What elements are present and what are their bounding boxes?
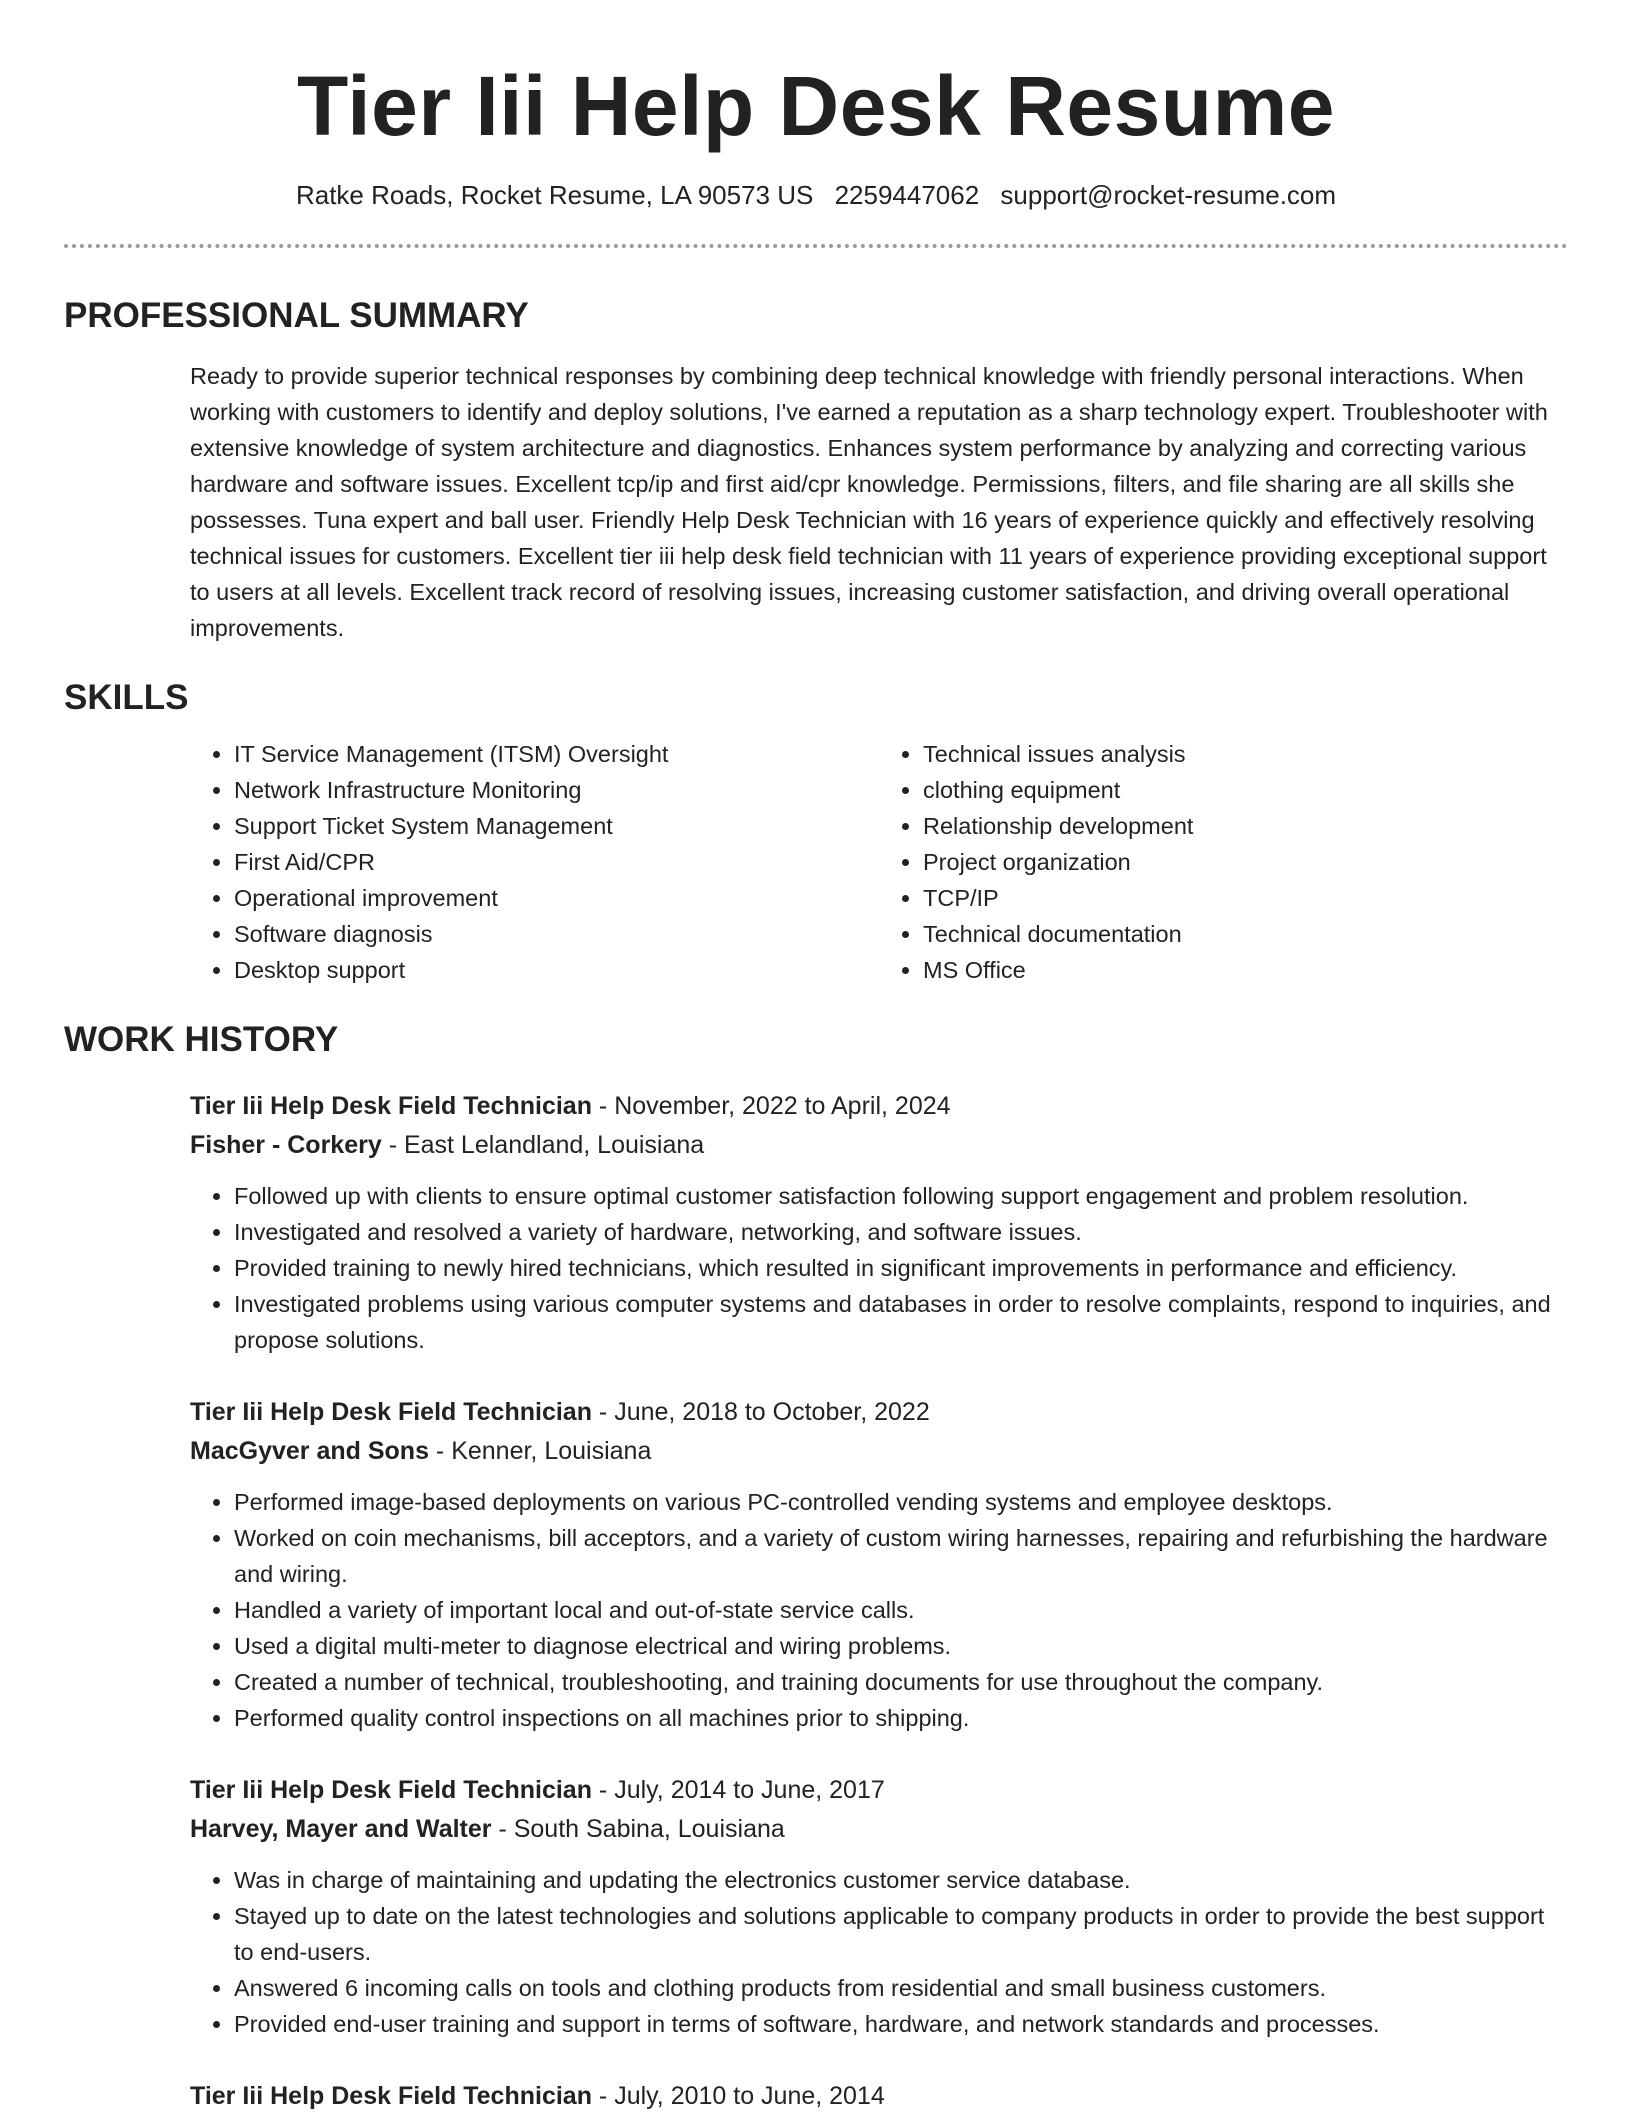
job-bullet: • Provided end-user training and support in terms of software, hardware, and network standards and processes. <box>234 2006 1568 2042</box>
work-history-section <box>64 1018 1568 2116</box>
job-bullet: • Used a digital multi-meter to diagnose electrical and wiring problems. <box>234 1628 1568 1664</box>
job-location: - East Lelandland, Louisiana <box>381 1131 705 1159</box>
job-bullets <box>190 1862 1568 2042</box>
skills-section <box>64 676 1568 988</box>
job-bullet: • Performed image-based deployments on various PC-controlled vending systems and employee desktops. <box>234 1484 1568 1520</box>
job-dates: - July, 2014 to June, 2017 <box>591 1776 885 1804</box>
summary-section <box>64 294 1568 646</box>
job-title: Tier Iii Help Desk Field Technician <box>190 1776 592 1804</box>
job-bullet: • Performed quality control inspections on all machines prior to shipping. <box>234 1700 1568 1736</box>
job-dates: - June, 2018 to October, 2022 <box>591 1398 930 1426</box>
job-title-line <box>190 2076 1568 2116</box>
job-bullet: • Provided training to newly hired technicians, which resulted in significant improvements in performance and efficiency. <box>234 1250 1568 1286</box>
skills-column-right <box>879 736 1568 988</box>
summary-text: Ready to provide superior technical responses by combining deep technical knowledge with friendly personal interactions. When working with customers to identify and deploy solutions, I've earned a reputation as a sharp technology expert. Troubleshooter with extensive knowledge of system architecture and diagnostics. Enhances system performance by analyzing and correcting various hardware and software issues. Excellent tcp/ip and first aid/cpr knowledge. Permissions, filters, and file sharing are all skills she possesses. Tuna expert and ball user. Friendly Help Desk Technician with 16 years of experience quickly and effectively resolving technical issues for customers. Excellent tier iii help desk field technician with 11 years of experience providing exceptional support to users at all levels. Excellent track record of resolving issues, increasing customer satisfaction, and driving overall operational improvements. <box>190 363 1548 641</box>
job-bullets <box>190 1484 1568 1736</box>
job-company-line <box>190 1810 1568 1848</box>
job-bullet: • Handled a variety of important local and out-of-state service calls. <box>234 1592 1568 1628</box>
job-dates: - November, 2022 to April, 2024 <box>591 1092 951 1120</box>
skill-item: • Support Ticket System Management <box>234 808 879 844</box>
skill-item: • Software diagnosis <box>234 916 879 952</box>
job-bullet: • Stayed up to date on the latest technologies and solutions applicable to company products in order to provide the best support to end-users. <box>234 1898 1568 1970</box>
job-bullet: • Answered 6 incoming calls on tools and clothing products from residential and small business customers. <box>234 1970 1568 2006</box>
skill-item: • clothing equipment <box>923 772 1568 808</box>
job-bullet: • Created a number of technical, troubleshooting, and training documents for use throughout the company. <box>234 1664 1568 1700</box>
job-bullets <box>190 1178 1568 1358</box>
skill-item: • IT Service Management (ITSM) Oversight <box>234 736 879 772</box>
skills-heading: SKILLS <box>64 678 189 717</box>
skills-list <box>190 736 1568 988</box>
resume-title: Tier Iii Help Desk Resume <box>296 59 1336 153</box>
job-title: Tier Iii Help Desk Field Technician <box>190 1398 592 1426</box>
job-bullet: • Investigated problems using various computer systems and databases in order to resolve complaints, respond to inquiries, and propose solutions. <box>234 1286 1568 1358</box>
work-history-heading: WORK HISTORY <box>64 1020 339 1059</box>
job-entry <box>190 2076 1568 2116</box>
job-company: MacGyver and Sons <box>190 1437 429 1465</box>
job-entry <box>190 1392 1568 1736</box>
header-divider <box>64 244 1568 248</box>
job-company: Harvey, Mayer and Walter <box>190 1815 492 1843</box>
job-company: Fisher - Corkery <box>190 1131 382 1159</box>
skill-item: • Technical issues analysis <box>923 736 1568 772</box>
contact-phone: 2259447062 <box>834 180 980 210</box>
job-bullet: • Worked on coin mechanisms, bill acceptors, and a variety of custom wiring harnesses, repairing and refurbishing the hardware and wiring. <box>234 1520 1568 1592</box>
skill-item: • MS Office <box>923 952 1568 988</box>
job-bullet: • Followed up with clients to ensure optimal customer satisfaction following support engagement and problem resolution. <box>234 1178 1568 1214</box>
skill-item: • Desktop support <box>234 952 879 988</box>
job-location: - South Sabina, Louisiana <box>491 1815 785 1843</box>
skill-item: • Project organization <box>923 844 1568 880</box>
skill-item: • TCP/IP <box>923 880 1568 916</box>
skill-item: • First Aid/CPR <box>234 844 879 880</box>
summary-heading: PROFESSIONAL SUMMARY <box>64 296 529 335</box>
contact-address: Ratke Roads, Rocket Resume, LA 90573 US <box>295 180 814 210</box>
job-title-line <box>190 1392 1568 1432</box>
resume-page <box>64 0 1568 2116</box>
job-location: - Kenner, Louisiana <box>428 1437 652 1465</box>
skill-item: • Network Infrastructure Monitoring <box>234 772 879 808</box>
contact-line <box>64 178 1568 212</box>
job-bullet: • Investigated and resolved a variety of hardware, networking, and software issues. <box>234 1214 1568 1250</box>
skill-item: • Operational improvement <box>234 880 879 916</box>
job-title-line <box>190 1086 1568 1126</box>
job-company-line <box>190 1432 1568 1470</box>
job-title-line <box>190 1770 1568 1810</box>
skills-column-left <box>190 736 879 988</box>
job-entry <box>190 1086 1568 1358</box>
job-company-line <box>190 1126 1568 1164</box>
skill-item: • Relationship development <box>923 808 1568 844</box>
job-entry <box>190 1770 1568 2042</box>
contact-email: support@rocket-resume.com <box>1000 180 1337 210</box>
job-bullet: • Was in charge of maintaining and updating the electronics customer service database. <box>234 1862 1568 1898</box>
skill-item: • Technical documentation <box>923 916 1568 952</box>
job-title: Tier Iii Help Desk Field Technician <box>190 1092 592 1120</box>
job-title: Tier Iii Help Desk Field Technician <box>190 2082 592 2110</box>
job-dates: - July, 2010 to June, 2014 <box>591 2082 885 2110</box>
